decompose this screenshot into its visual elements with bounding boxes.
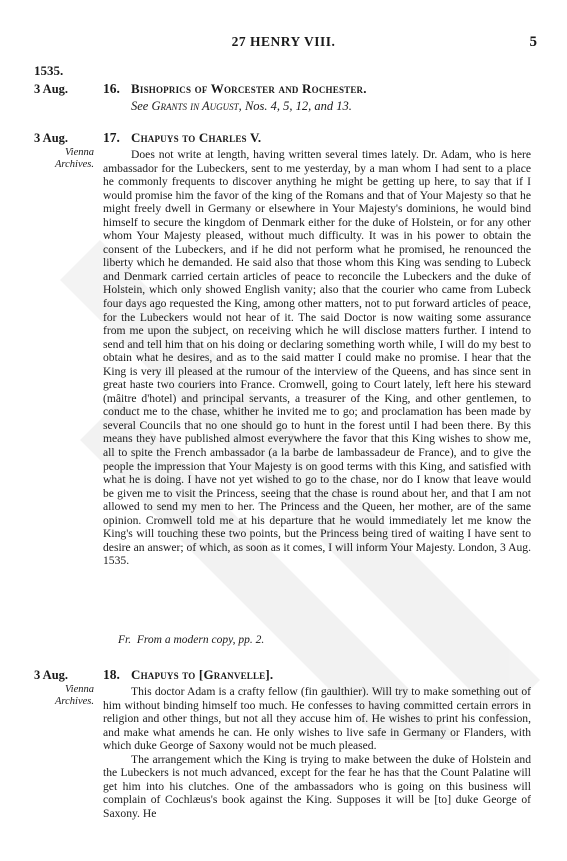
- entry-source-note: [118, 634, 264, 646]
- entry-number: 16.: [103, 81, 120, 96]
- page-number: 5: [529, 34, 537, 50]
- entry-body: [103, 685, 531, 820]
- entry-date: 3 Aug.: [34, 668, 69, 682]
- entry-number: 17.: [103, 130, 120, 145]
- entry-source-location: Vienna Archives.: [55, 147, 94, 170]
- entry-source-location: Vienna Archives.: [55, 684, 94, 707]
- running-title: 27 HENRY VIII.: [231, 34, 336, 49]
- running-header: [0, 34, 567, 50]
- entry-title: Bishoprics of Worcester and Rochester.: [131, 81, 367, 96]
- entry-title: Chapuys to [Granvelle].: [131, 667, 274, 682]
- entry-paragraph: The arrangement which the King is trying to make between the duke of Holstein and the Lubeckers is not much advanced, except for the fear he has that the Count Palatine will get him into his clutches. One of the ambassadors who is going on this business will complain of Cochlæus's book against the King. Supposes it will be [to] duke George of Saxony. He: [103, 752, 531, 820]
- entry-body: [103, 148, 531, 568]
- year-marker: 1535.: [34, 63, 64, 78]
- entry-paragraph: This doctor Adam is a crafty fellow (fin gaulthier). Will try to make something out of him without binding himself too much. He confesses to having committed certain errors in religion and other things, but not all they accuse him of. He wishes to print his confession, and make what amends he can. He only wishes to live safe in Germany or Flanders, with which duke George of Saxony would not be much pleased.: [103, 685, 531, 753]
- language-abbr: Fr.: [118, 634, 132, 646]
- entry-date: 3 Aug.: [34, 82, 69, 96]
- see-grants: Grants in August,: [151, 99, 242, 113]
- entry-title: Chapuys to Charles V.: [131, 130, 262, 145]
- entry-number: 18.: [103, 667, 120, 682]
- source-description: From a modern copy, pp. 2.: [136, 634, 265, 646]
- entry-date: 3 Aug.: [34, 131, 69, 145]
- entry-paragraph: Does not write at length, having written several times lately. Dr. Adam, who is here ambassador for the Lubeckers, sent to me yesterday, by a man whom I had sent to a place he commonly frequents to discover anything he might be getting up here, to say that if I would promise him the favor of the king of the Romans and that of Your Majesty so that he might freely dwell in Germany or elsewhere in Your Majesty's dominions, he would bind himself to secure the kingdom of Denmark either for the duke of Holstein, or for any other whom Your Majesty pleased, without much difficulty. It was in his power to obtain the consent of the Lubeckers, and if he did not perform what he promised, he renounced the liberty which he demanded. He said also that those whom this King was sending to Lubeck and Denmark carried certain articles of peace to reconcile the Lubeckers and the duke of Holstein, which only showed English vanity; also that the courier who came from Lubeck four days ago requested the King, among other matters, not to put forward articles of peace, for the Lubeckers would not hear of it. The said Doctor is now waiting some assurance from me upon the subject, on receiving which he will disclose matters further. I intend to send and tell him that on his doing or declaring something worth while, I will do my best to obtain what he desires, and as to the said matter I could make no promise. I hear that the King is very ill pleased at the rumour of the interview of the Queens, and has since sent in great haste two couriers into France. Cromwell, going to Court lately, left here his steward (mâitre d'hotel) and principal servants, a treasurer of the King, and other gentlemen, to conduct me to the chase, whither he invited me to go; and proclamation has been made by several Councils that no one should go to hunt in the forest until I had been there. By this means they have published almost everywhere the favor that this King wishes to show me, all to spite the French ambassador (a la barbe de lambassadeur de France), and to give the people the impression that Your Majesty is on good terms with this King, and satisfied with what he is doing. I have not yet wished to go to the chase, nor do I know that leave would be given me to visit the Princess, seeing that the chase is round about her, and that I am not allowed to send my men to her. The Princess and the Queen, her mother, are of the same opinion. Cromwell told me at his departure that he would immediately let me know the King's will touching these two points, but the Princess being tired of waiting I have sent to desire an answer; of which, as soon as it comes, I will inform Your Majesty. London, 3 Aug. 1535.: [103, 148, 531, 568]
- see-rest: Nos. 4, 5, 12, and 13.: [244, 99, 352, 113]
- see-prefix: See: [131, 99, 149, 113]
- entry-cross-reference: [131, 99, 352, 114]
